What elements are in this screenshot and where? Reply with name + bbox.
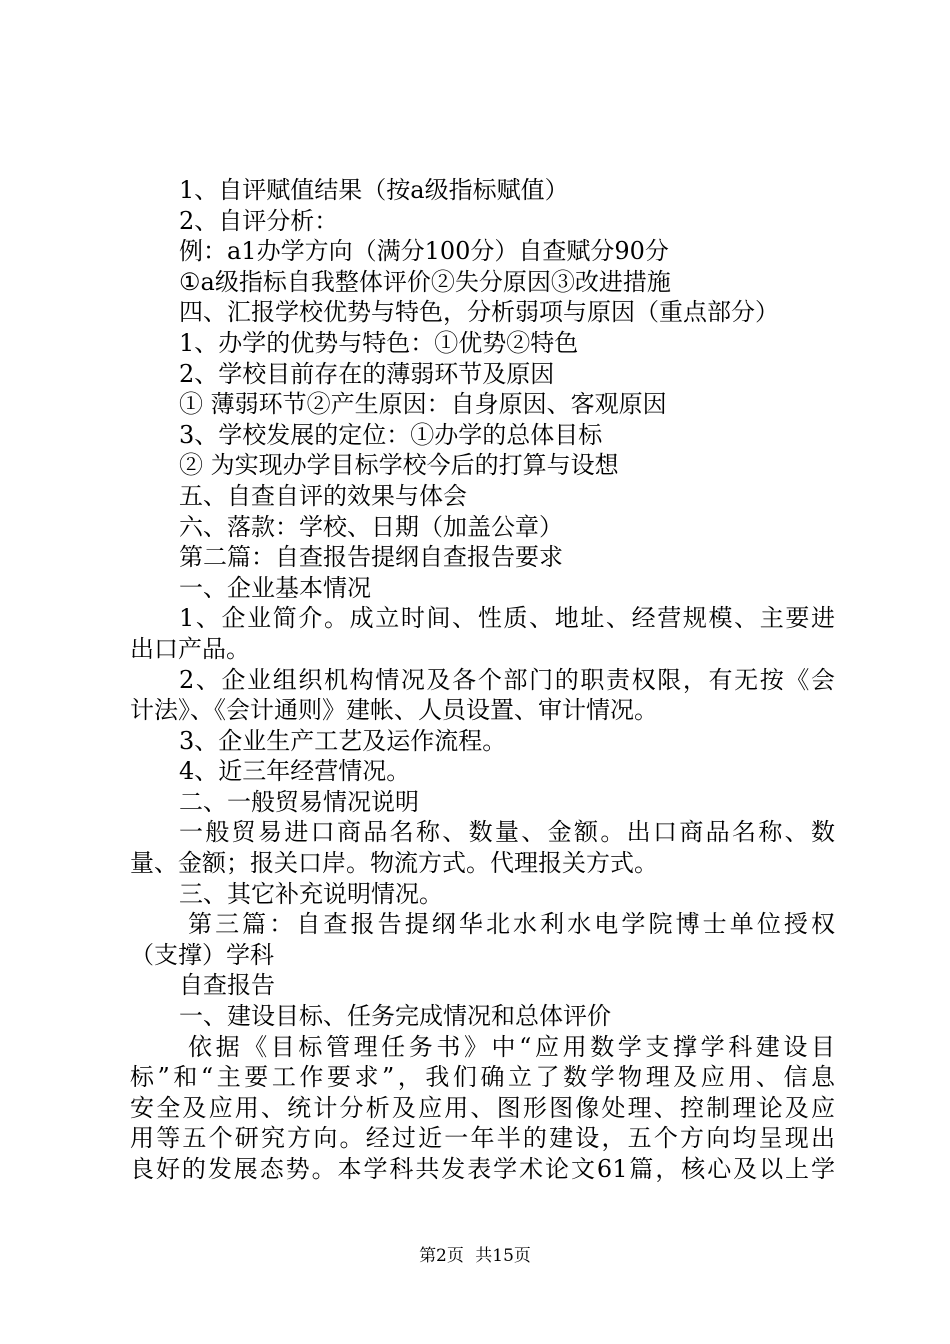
text-line: 3、企业生产工艺及运作流程。	[179, 726, 507, 755]
document-body	[130, 175, 835, 1185]
text-line: 4、近三年经营情况。	[179, 757, 411, 786]
page-footer	[0, 1241, 950, 1266]
text-line: ① 薄弱环节②产生原因：自身原因、客观原因	[179, 390, 667, 419]
text-line: 1、企业简介。成立时间、性质、地址、经营规模、主要进	[179, 604, 835, 633]
section-heading: 六、落款：学校、日期（加盖公章）	[179, 512, 563, 541]
text-line: 一般贸易进口商品名称、数量、金额。出口商品名称、数	[179, 818, 835, 847]
page-total: 共15页	[475, 1246, 531, 1266]
page-number: 第2页	[419, 1246, 464, 1266]
section-heading: 四、汇报学校优势与特色，分析弱项与原因（重点部分）	[179, 298, 779, 327]
text-line: 标”和“主要工作要求”，我们确立了数学物理及应用、信息	[130, 1063, 835, 1092]
section-heading: 五、自查自评的效果与体会	[179, 481, 467, 510]
text-line: 依据《目标管理任务书》中“应用数学支撑学科建设目	[188, 1032, 835, 1061]
section-heading: 一、企业基本情况	[179, 573, 371, 602]
text-line: 3、学校发展的定位：①办学的总体目标	[179, 420, 603, 449]
text-line: ①a级指标自我整体评价②失分原因③改进措施	[179, 267, 671, 296]
chapter-subtitle: 自查报告	[179, 971, 275, 1000]
section-heading: 一、建设目标、任务完成情况和总体评价	[179, 1002, 611, 1031]
section-heading: 二、一般贸易情况说明	[179, 787, 419, 816]
text-line: 2、学校目前存在的薄弱环节及原因	[179, 359, 555, 388]
text-line: 例：a1办学方向（满分100分）自查赋分90分	[179, 237, 669, 266]
chapter-heading: 第二篇：自查报告提纲自查报告要求	[179, 543, 563, 572]
text-line: 2、自评分析：	[179, 206, 339, 235]
chapter-heading: （支撑）学科	[130, 940, 274, 969]
text-line: 计法》、《会计通则》建帐、人员设置、审计情况。	[130, 696, 658, 725]
text-line: 2、企业组织机构情况及各个部门的职责权限，有无按《会	[179, 665, 835, 694]
text-line: 用等五个研究方向。经过近一年半的建设，五个方向均呈现出	[130, 1124, 835, 1153]
text-line: 安全及应用、统计分析及应用、图形图像处理、控制理论及应	[130, 1093, 835, 1122]
section-heading: 三、其它补充说明情况。	[179, 879, 443, 908]
text-line: ② 为实现办学目标学校今后的打算与设想	[179, 451, 619, 480]
chapter-heading: 第三篇：自查报告提纲华北水利水电学院博士单位授权	[188, 910, 835, 939]
text-line: 良好的发展态势。本学科共发表学术论文61篇，核心及以上学	[130, 1155, 835, 1183]
text-line: 出口产品。	[130, 634, 250, 663]
text-line: 量、金额；报关口岸。物流方式。代理报关方式。	[130, 849, 658, 878]
text-line: 1、办学的优势与特色：①优势②特色	[179, 328, 579, 357]
text-line: 1、自评赋值结果（按a级指标赋值）	[179, 176, 569, 204]
